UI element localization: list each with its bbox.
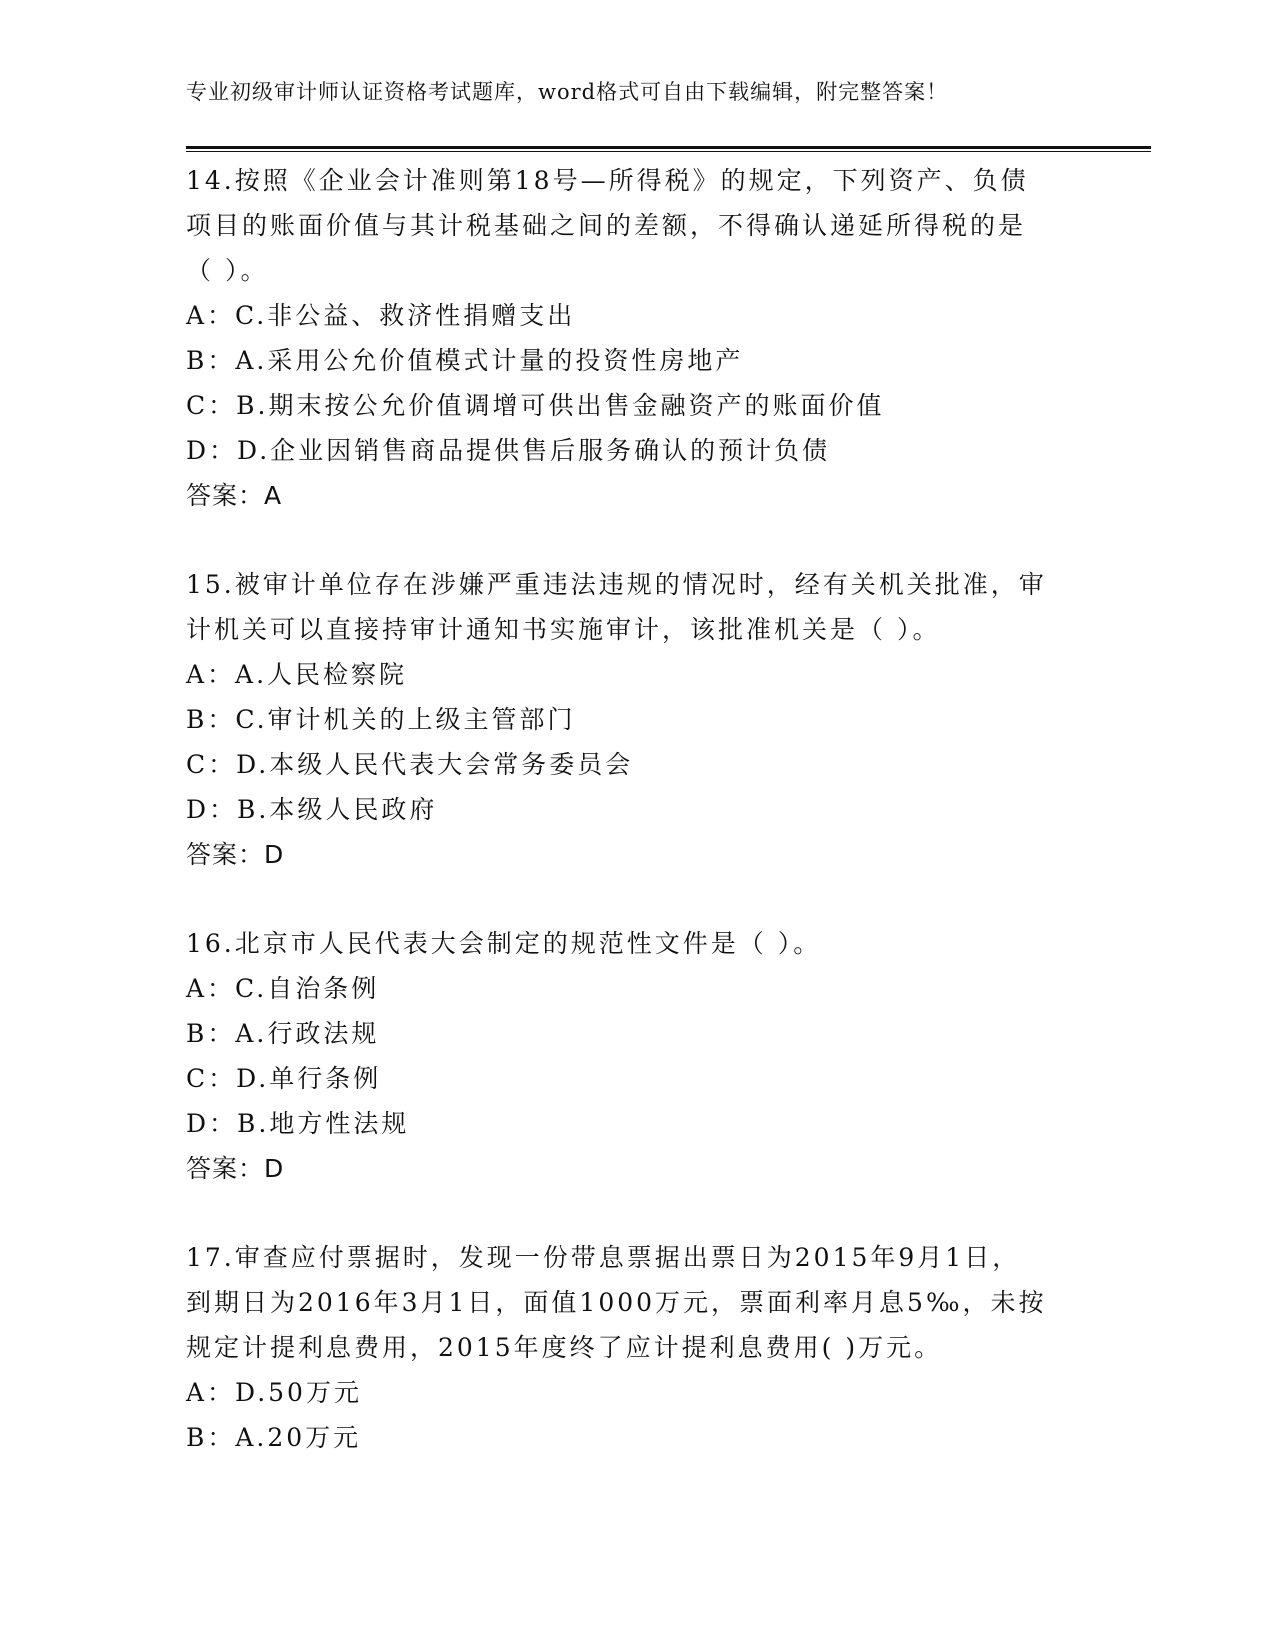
option-c: C：B.期末按公允价值调增可供出售金融资产的账面价值 (186, 391, 885, 420)
page-header: 专业初级审计师认证资格考试题库，word格式可自由下载编辑，附完整答案！ (186, 80, 949, 104)
option-d: D：B.地方性法规 (186, 1109, 410, 1138)
question-text-line: 17.审查应付票据时，发现一份带息票据出票日为2015年9月1日， (186, 1243, 1021, 1272)
question-text-line: 到期日为2016年3月1日，面值1000万元，票面利率月息5‰，未按 (186, 1288, 1047, 1317)
option-b: B：A.行政法规 (186, 1019, 380, 1048)
option-b: B：A.20万元 (186, 1423, 362, 1452)
question-text-line: （ ）。 (186, 256, 269, 285)
question-text-line: 项目的账面价值与其计税基础之间的差额，不得确认递延所得税的是 (186, 211, 1027, 240)
question-15 (186, 562, 1086, 877)
question-text-line: 规定计提利息费用，2015年度终了应计提利息费用( )万元。 (186, 1333, 943, 1362)
header-rule-thick (186, 146, 1151, 149)
question-list (186, 158, 1086, 1504)
question-16 (186, 921, 1086, 1191)
question-text-line: 15.被审计单位存在涉嫌严重违法违规的情况时，经有关机关批准，审 (186, 570, 1047, 599)
option-c: C：D.单行条例 (186, 1064, 382, 1093)
option-c: C：D.本级人民代表大会常务委员会 (186, 750, 634, 779)
question-text-line: 计机关可以直接持审计通知书实施审计，该批准机关是（ ）。 (186, 615, 941, 644)
option-b: B：A.采用公允价值模式计量的投资性房地产 (186, 346, 744, 375)
question-17 (186, 1235, 1086, 1460)
option-b: B：C.审计机关的上级主管部门 (186, 705, 576, 734)
option-a: A：A.人民检察院 (186, 660, 408, 689)
option-a: A：C.自治条例 (186, 974, 380, 1003)
question-text-line: 16.北京市人民代表大会制定的规范性文件是（ ）。 (186, 929, 822, 958)
question-14 (186, 158, 1086, 518)
option-d: D：D.企业因销售商品提供售后服务确认的预计负债 (186, 436, 831, 465)
answer-line: 答案：D (186, 840, 285, 869)
answer-line: 答案：D (186, 1154, 285, 1183)
option-a: A：D.50万元 (186, 1378, 362, 1407)
option-d: D：B.本级人民政府 (186, 795, 438, 824)
option-a: A：C.非公益、救济性捐赠支出 (186, 301, 576, 330)
answer-line: 答案：A (186, 481, 283, 510)
question-text-line: 14.按照《企业会计准则第18号—所得税》的规定，下列资产、负债 (186, 166, 1029, 195)
header-rule-thin (186, 151, 1151, 152)
